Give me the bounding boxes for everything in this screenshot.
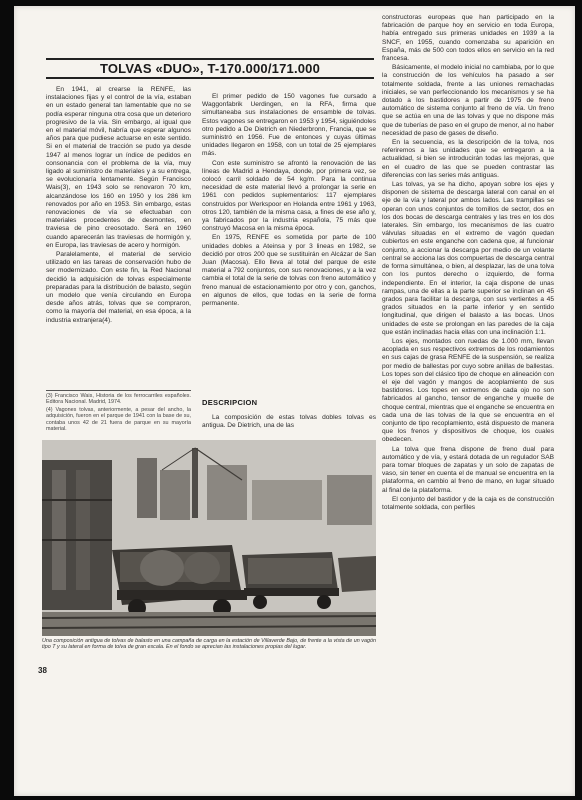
footnotes <box>46 390 191 433</box>
body-paragraph: En 1975, RENFE es sometida por parte de 100 unidades dobles a Ateinsa y por 3 lineas en 1982, se decidió por otros 200 que se sustituirán en Alcázar de San Juan (Macosa). Ello lleva al total del parque de este material a 792 conjuntos, con sus renovaciones, y a la vez cambia el total de la serie de tolvas con freno automático y freno manual de estacionamiento por otro y con, ganchos, en algunos de ellos, que todas en la serie de forma permanente. <box>202 234 376 308</box>
body-paragraph: Los ejes, montados con ruedas de 1.000 mm, llevan acoplada en sus respectivos extremos de los rodamientos en sus cajas de grasa RENFE de la suspensión, se realiza por medio de ballestas por cuyo sobre anillas de ballestas. Los topes son del clásico tipo de choque en alineación con el eje del vagón y mangos de acoplamiento de sus bastidores. Los topes en extremos de cada ojo no son fabricados al gancho, tensor de enganche y muelle de choque central, mientras que el enganche se encuentra en cada una de las tolvas de la que se encuentra en el conjunto de tipo recoplamiento, está dispuesto de manera que los frenos y dispositivos de choque, los cuales obedecen. <box>382 337 554 444</box>
body-paragraph: El primer pedido de 150 vagones fue cursado a Waggonfabrik Uerdingen, en la RFA, firma que simultaneaba sus instalaciones de ensamble de tolvas. Estos vagones se entregaron en 1953 y 1954, siguiéndoles otro pedido a De Dietrich en Niederbronn, Francia, que se suministró en 1956. Fue de entonces y cuyas últimas unidades llegaron en 1958, con un total de 25 ejemplares más. <box>202 93 376 158</box>
photo-caption: Una composición antigua de tolvas de balasto en una campaña de carga en la estación de Villaverde Bajo, de frente a la vista de un vagón tipo T y su lateral en forma de tolva de gran escala. En el fondo se aprecian las instalaciones propias del lugar. <box>42 638 376 651</box>
magazine-page <box>14 6 575 796</box>
middle-text-column <box>202 93 376 309</box>
footnote: (4) Vagones tolvas, anteriormente, a pesar del ancho, la adquisición, fueron en el parque de 1941 con la base de su, contaba unos 42 de 21 fuera de parque en su mayoría material. <box>46 406 191 433</box>
title-bottom-rule <box>46 77 374 79</box>
body-paragraph: Con este suministro se afrontó la renovación de las líneas de Madrid a Hendaya, donde, por primera vez, se colocó carril soldado de 54 kg/m. Para la continua necesidad de este material llevó a prolongar la serie en 1961 con pedidos suplementarios: 117 ejemplares construidos por Werkspoor en Holanda entre 1961 y 1963, otros 120, también de la misma casa, a fines de ese año y, ya fabricados por la industria española, 75 más que construyó Macosa en la misma época. <box>202 159 376 233</box>
body-paragraph: Paralelamente, el material de servicio utilizado en las tareas de conservación hubo de ser modernizado. Con este fin, la Red Nacional decidió la adquisición de tolvas especialmente preparadas para la distribución de balasto, según un modelo que venía circulando en Europa desde años atrás, tolvas que se compraron, como la mayoría del material, en esa época, a la industria extranjera(4). <box>46 251 191 324</box>
left-text-column <box>46 86 191 326</box>
body-paragraph: Las tolvas, ya se ha dicho, apoyan sobre los ejes y disponen de sistema de descarga lateral con canal en el eje de la vía y lateral por ambos lados. Las trampillas se operan con unos conjuntos de tornillos de sector, dos en los dos bocas de descarga centrales y las tres en los dos laterales. Sin embargo, los mecanismos de las cuatro válvulas situadas en el extremo de vagón quedan cubiertos en este enganche con cadena que, al funcionar conjunto, a accionar la descarga por medio de un volante central se acciona las dos compuertas de descarga central de forma simultánea, o bien, al desplazar, las de una tolva con los puntos derecho o izquierdo, de forma independiente. En el interior, la caja dispone de unas rampas, una de ellas a la parte superior se inclinan en 45 grados para facilitar la descarga, con sus vertientes a 45 grados situados en la parte inferior y en sentido longitudinal, que dirigen el balasto a las bocas. Unos unidades de este se prolongan en las paredes de la caja que están inclinadas hacia ellas con una inclinación 1:1. <box>382 181 554 336</box>
body-paragraph: En 1941, al crearse la RENFE, las instalaciones fijas y el control de la vía, estaban en un estado general tan lamentable que no se podía esperar ninguna otra cosa que un deterioro progresivo de la vía. Sin embargo, al igual que en el material móvil, habría que esperar algunos años para que pudiese actuarse en este sentido. Si en el material de tracción se pudo ya desde 1947 al menos lograr un índice de pedidos en consonancia con el problema de la vía, muy ligado al suministro de materiales y a su entrega, se evolucionaría lentamente. Según Francisco Wais(3), en 1943 solo se renovaron 70 km, alcanzándose los 160 en 1950 y los 286 km renovados por año en 1953. Sin embargo, estas renovaciones de vía se efectuaban con materiales procedentes de desmontes, en traviesa de pino creosotado. Será en 1960 cuando aparecerán las traviesas de hormigón y, en Europa, las traviesas de acero y hormigón. <box>46 86 191 249</box>
description-text <box>202 414 376 431</box>
right-text-column <box>382 14 554 513</box>
hopper-wagons-photo <box>42 440 376 636</box>
section-heading: DESCRIPCION <box>202 398 258 407</box>
body-paragraph: El conjunto del bastidor y de la caja es de construcción totalmente soldada, con perfiles <box>382 495 554 511</box>
body-paragraph: Básicamente, el modelo inicial no cambiaba, por lo que la construcción de los vehículos ha pasado a ser totalmente soldada, frente a las uniones remachadas iniciales, se van perfeccionando los mecanismos y se ha dotado a los bastidores a partir de 1975 de freno automático de sistema conjunto al freno de vía. Un freno que se actúa en una de las tolvas y que no dispone más que de tuberías de paso en el grupo de menor, al no haber necesidad de paso de gases de diseño. <box>382 64 554 137</box>
body-paragraph: constructoras europeas que han participado en la fabricación de parque hoy en servicio en toda Europa, había entregado sus primeras unidades en 1939 a la SNCF, en 1955, cuando comenzaba su aparición en España, más de 500 con todos ellos en servicio en la red francesa. <box>382 14 554 63</box>
article-title: TOLVAS «DUO», T-170.000/171.000 <box>99 61 321 76</box>
footnote: (3) Francisco Wais, Historia de los ferrocarriles españoles. Editora Nacional. Madrid, 1974. <box>46 393 191 406</box>
page-number: 38 <box>38 666 47 675</box>
photo-illustration <box>42 440 376 636</box>
body-paragraph: La composición de estas tolvas dobles tolvas es antigua. De Dietrich, una de las <box>202 414 376 430</box>
body-paragraph: La tolva que frena dispone de freno dual para automático y de vía, y estará dotada de un regulador SAB para tomar bloques de zapatas y un solo de zapatas de vaso, sin tener en cuenta el de manual se encuentra en la plataforma, en cambio al freno de mano, en lugar situado al final de la plataforma. <box>382 445 554 494</box>
body-paragraph: En la secuencia, es la descripción de la tolva, nos referiremos a las unidades que se entregaron a la actualidad, si bien se introducirán todas las mejoras, que en el cuadro de las que se pueden contrastar las diferencias con las series más antiguas. <box>382 139 554 179</box>
